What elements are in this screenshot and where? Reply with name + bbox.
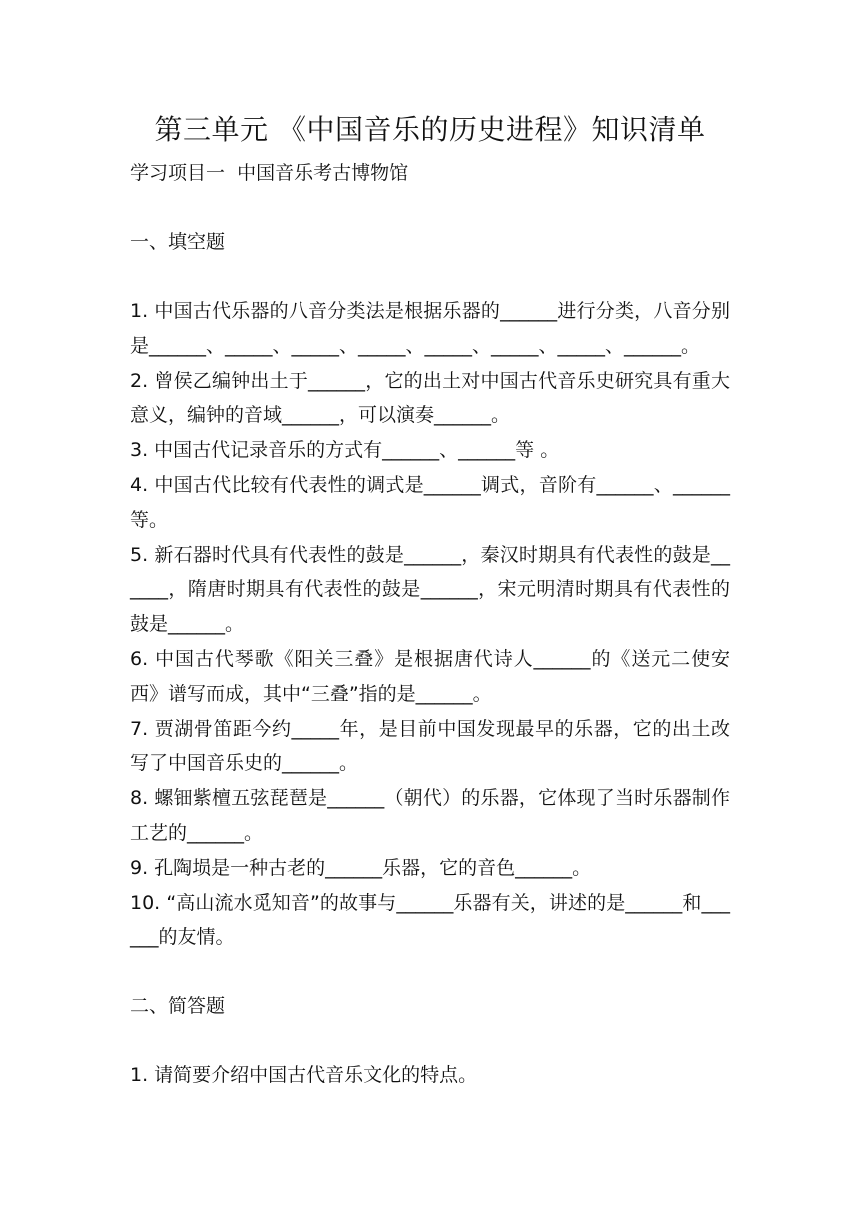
question-item: 5. 新石器时代具有代表性的鼓是______，秦汉时期具有代表性的鼓是______，隋唐时期具有代表性的鼓是______，宋元明清时期具有代表性的鼓是______。 [130,543,730,636]
question-item: 6. 中国古代琴歌《阳关三叠》是根据唐代诗人______的《送元二使安西》谱写而成，其中“三叠”指的是______。 [130,647,730,705]
question-item: 1. 中国古代乐器的八音分类法是根据乐器的______进行分类，八音分别是______、_____、_____、_____、_____、_____、_____、______。 [130,300,730,357]
document-title: 第三单元 《中国音乐的历史进程》知识清单 [154,113,706,146]
section-heading-short-answer: 二、简答题 [130,995,226,1017]
section-heading-fill-in: 一、填空题 [130,231,226,253]
document-subtitle: 学习项目一 中国音乐考古博物馆 [130,162,409,184]
question-item: 2. 曾侯乙编钟出土于______，它的出土对中国古代音乐史研究具有重大意义，编钟的音域______，可以演奏______。 [130,369,730,427]
question-item: 3. 中国古代记录音乐的方式有______、______等 。 [130,439,560,462]
question-item: 8. 螺钿紫檀五弦琵琶是______（朝代）的乐器，它体现了当时乐器制作工艺的______。 [130,787,730,844]
question-item: 9. 孔陶埙是一种古老的______乐器，它的音色______。 [130,856,592,879]
question-item: 4. 中国古代比较有代表性的调式是______调式，音阶有______、______等。 [130,473,730,531]
question-item: 7. 贾湖骨笛距今约_____年，是目前中国发现最早的乐器，它的出土改写了中国音乐史的______。 [130,717,730,775]
question-item: 10. “高山流水觅知音”的故事与______乐器有关，讲述的是______和______的友情。 [130,891,730,949]
fill-in-question-list [130,294,730,955]
short-answer-question: 1. 请简要介绍中国古代音乐文化的特点。 [130,1064,478,1086]
